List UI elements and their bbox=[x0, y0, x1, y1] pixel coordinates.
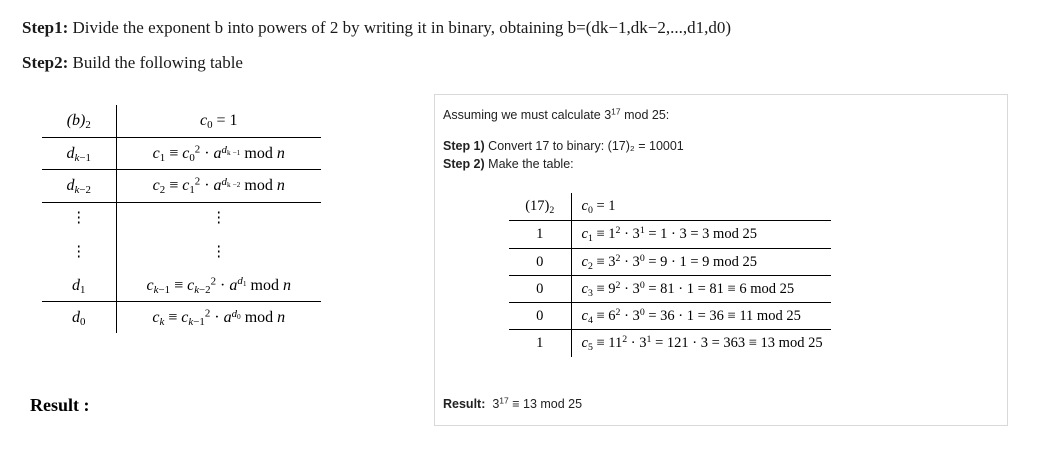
expr-cell: $c_2 \equiv 3^2 \cdot 3^0 = 9 \cdot 1 = 9$ mod 25 bbox=[571, 248, 831, 275]
table-row bbox=[42, 170, 321, 202]
expr-cell-ellipsis: ⋮ bbox=[211, 210, 227, 227]
example-step1-label: Step 1) bbox=[443, 139, 485, 153]
bit-cell: $d_{k-2}$ bbox=[42, 170, 116, 202]
header-binary-cell: $(b)_2$ bbox=[42, 105, 116, 138]
example-step2-line bbox=[443, 157, 574, 171]
bit-cell: $d_1$ bbox=[42, 270, 116, 302]
result-label-general: Result : bbox=[30, 395, 90, 415]
example-result-label: Result: bbox=[443, 397, 486, 411]
table-row bbox=[509, 330, 831, 357]
expr-cell: $c_4 \equiv 6^2 \cdot 3^0 = 36 \cdot 1 = 36 \equiv 11$ mod 25 bbox=[571, 303, 831, 330]
bit-cell: 1 bbox=[509, 221, 571, 248]
table-ellipsis-row bbox=[42, 236, 321, 270]
table-row bbox=[509, 221, 831, 248]
expr-cell: $c_k \equiv c_{k-1}^2 \cdot a^{d_0}$ mod n bbox=[152, 307, 286, 329]
step2-label: Step2: bbox=[22, 53, 69, 72]
bit-cell: 0 bbox=[509, 303, 571, 330]
assumption-text: Assuming we must calculate $3^{17}$ mod 25: bbox=[443, 106, 670, 122]
example-result-line bbox=[443, 397, 582, 411]
example-panel bbox=[434, 94, 1008, 426]
table-ellipsis-row bbox=[42, 202, 321, 236]
header-c0-cell: $c_0 = 1$ bbox=[116, 105, 321, 138]
table-row bbox=[42, 138, 321, 170]
example-step1-text: Convert 17 to binary: (17)₂ = 10001 bbox=[484, 139, 684, 153]
step1-line bbox=[22, 18, 731, 38]
example-computation-table bbox=[509, 193, 831, 357]
table-row bbox=[509, 303, 831, 330]
step1-text: Divide the exponent b into powers of 2 by writing it in binary, obtaining b=(dk−1,dk−2,...,d1,d0) bbox=[68, 18, 731, 37]
bit-cell: 1 bbox=[509, 330, 571, 357]
example-step2-label: Step 2) bbox=[443, 157, 485, 171]
expr-cell-ellipsis: ⋮ bbox=[211, 244, 227, 261]
step1-label: Step1: bbox=[22, 18, 69, 37]
step2-text: Build the following table bbox=[68, 53, 243, 72]
expr-cell: $c_1 \equiv 1^2 \cdot 3^1 = 1 \cdot 3 = 3$ mod 25 bbox=[571, 221, 831, 248]
expr-cell: $c_3 \equiv 9^2 \cdot 3^0 = 81 \cdot 1 = 81 \equiv 6$ mod 25 bbox=[571, 275, 831, 302]
bit-cell: 0 bbox=[509, 248, 571, 275]
table-header-row bbox=[42, 105, 321, 138]
example-result-value: $3^{17} \equiv 13$ mod 25 bbox=[488, 395, 583, 411]
header-binary-cell: $(17)_2$ bbox=[509, 193, 571, 221]
expr-cell: $c_2 \equiv c_1^2 \cdot a^{d_{k -2}}$ mod n bbox=[116, 170, 321, 202]
step2-line bbox=[22, 53, 243, 73]
example-step1-line bbox=[443, 139, 684, 153]
bit-cell: $d_{k-1}$ bbox=[42, 138, 116, 170]
table-row bbox=[42, 302, 321, 334]
table-row bbox=[42, 270, 321, 302]
bit-cell-ellipsis: ⋮ bbox=[42, 202, 116, 236]
table-row bbox=[509, 275, 831, 302]
expr-cell: $c_{k-1} \equiv c_{k-2}^2 \cdot a^{d_1}$ mod n bbox=[116, 270, 321, 302]
bit-cell-ellipsis: ⋮ bbox=[42, 236, 116, 270]
table-header-row bbox=[509, 193, 831, 221]
bit-cell: 0 bbox=[509, 275, 571, 302]
header-c0-cell: $c_0 = 1$ bbox=[571, 193, 831, 221]
bit-cell: $d_0$ bbox=[42, 302, 116, 334]
assume-exponent: 17 bbox=[611, 106, 621, 117]
expr-cell: $c_5 \equiv 11^2 \cdot 3^1 = 121 \cdot 3 = 363 \equiv 13$ mod 25 bbox=[581, 334, 823, 354]
assume-base: 3 bbox=[604, 108, 612, 122]
general-algorithm-table bbox=[42, 105, 321, 333]
example-step2-text: Make the table: bbox=[484, 157, 574, 171]
table-row bbox=[509, 248, 831, 275]
expr-cell: $c_1 \equiv c_0^2 \cdot a^{d_{k -1}}$ mod n bbox=[116, 138, 321, 170]
